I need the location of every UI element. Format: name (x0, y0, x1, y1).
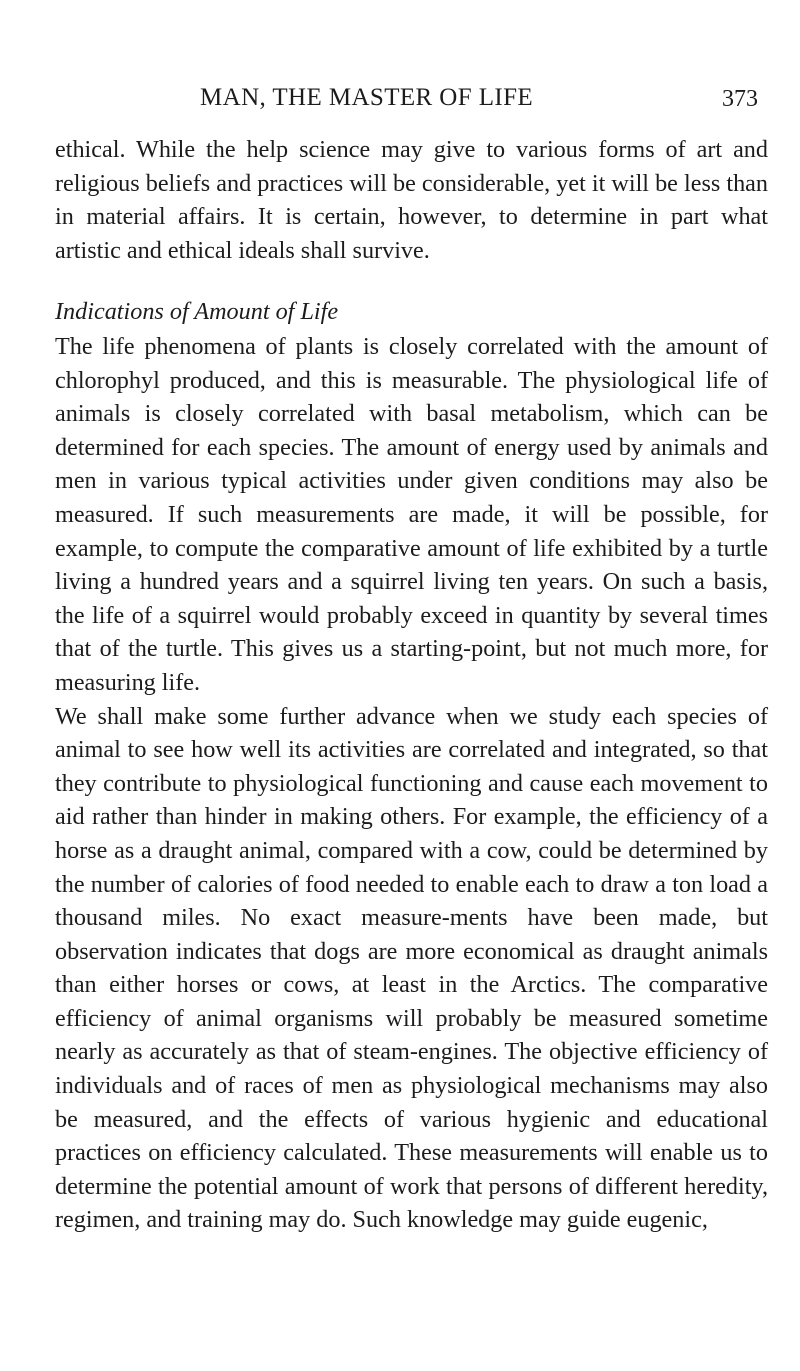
paragraph-3: We shall make some further advance when we study each species of animal to see how well its activities are correlated and integrated, so that they contribute to physiological functioning and cause each movement to aid rather than hinder in making others. For example, the efficiency of a horse as a draught animal, compared with a cow, could be determined by the number of calories of food needed to enable each to draw a ton load a thousand miles. No exact measure-ments have been made, but observation indicates that dogs are more economical as draught animals than either horses or cows, at least in the Arctics. The comparative efficiency of animal organisms will probably be measured sometime nearly as accurately as that of steam-engines. The objective efficiency of individuals and of races of men as physiological mechanisms may also be measured, and the effects of various hygienic and educational practices on efficiency calculated. These measurements will enable us to determine the potential amount of work that persons of different heredity, regimen, and training may do. Such knowledge may guide eugenic, (55, 702, 768, 1234)
running-head-title: MAN, THE MASTER OF LIFE (200, 84, 534, 111)
paragraph-block-2 (55, 330, 768, 1237)
page-number: 373 (722, 86, 758, 112)
paragraph-block-1 (55, 133, 768, 267)
paragraph-1: ethical. While the help science may give to various forms of art and religious beliefs and practices will be considerable, yet it will be less than in material affairs. It is certain, however, to determine in part what artistic and ethical ideals shall survive. (55, 136, 768, 264)
section-heading: Indications of Amount of Life (55, 298, 339, 325)
paragraph-2: The life phenomena of plants is closely correlated with the amount of chlorophyl produced, and this is measurable. The physiological life of animals is closely correlated with basal metabolism, which can be determined for each species. The amount of energy used by animals and men in various typical activities under given conditions may also be measured. If such measurements are made, it will be possible, for example, to compute the comparative amount of life exhibited by a turtle living a hundred years and a squirrel living ten years. On such a basis, the life of a squirrel would probably exceed in quantity by several times that of the turtle. This gives us a starting-point, but not much more, for measuring life. (55, 333, 768, 696)
